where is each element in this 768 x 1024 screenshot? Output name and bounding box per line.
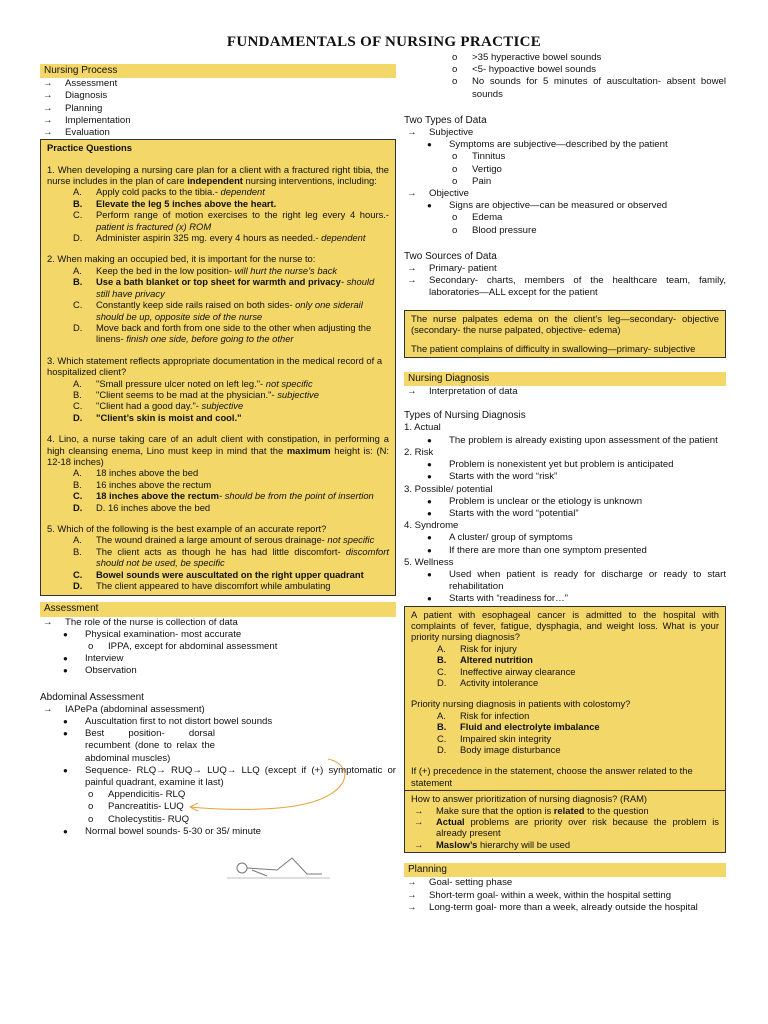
list-item: → Primary- patient (404, 263, 726, 275)
list-item: Sequence- RLQ→ RUQ→ LUQ→ LLQ (except if (+) symptomatic or painful quadrant, examine it last) (85, 764, 396, 789)
list-item: Normal bowel sounds- 5-30 or 35/ minute (85, 825, 261, 837)
list-item: Starts with the word “potential” (449, 507, 579, 519)
two-types-header: Two Types of Data (404, 114, 487, 126)
list-item: Signs are objective—can be measured or observed (449, 200, 668, 212)
list-item: 4. Syndrome (404, 520, 459, 532)
assessment-header: Assessment (40, 602, 396, 616)
list-item: The problem is already existing upon assessment of the patient (449, 434, 718, 446)
list-item: → Objective (404, 188, 726, 200)
list-item: → Implementation (40, 115, 396, 127)
question-5: 5. Which of the following is the best example of an accurate report? A. The wound drained a large amount of serous drainage- not specific B. The client acts as though he has had little discomfort- discomfort should not be used, be specific C. Bowel sounds were auscultated on the right upper quadrant D. The client appeared to have discomfort while ambulating (47, 523, 389, 592)
list-item: A cluster/ group of symptoms (449, 532, 573, 544)
list-item: Problem is unclear or the etiology is unknown (449, 495, 643, 507)
question-2: 2. When making an occupied bed, it is important for the nurse to: A. Keep the bed in the low position- will hurt the nurse’s back B. Use a bath blanket or top sheet for warmth and privacy- should still have privacy C. Constantly keep side rails raised on both sides- only one siderail should be up, opposite side of the nurse D. Move back and forth from one side to the other when adjusting the linens- finish one side, before going to the other (47, 253, 375, 345)
list-item: 3. Possible/ potential (404, 483, 493, 495)
list-item: No sounds for 5 minutes of auscultation- absent bowel sounds (472, 76, 726, 100)
list-item: 5. Wellness (404, 556, 454, 568)
list-item: Vertigo (472, 163, 502, 175)
page-title: FUNDAMENTALS OF NURSING PRACTICE (226, 34, 542, 50)
list-item: IPPA, except for abdominal assessment (108, 641, 278, 653)
list-item: → Planning (40, 103, 396, 115)
question-3: 3. Which statement reflects appropriate documentation in the medical record of a hospitalized client? A. "Small pressure ulcer noted on left leg."- not specific B. "Client seems to be mad at the physician."- subjective C. "Client had a good day."- subjective D. "Client’s skin is moist and cool." (47, 354, 383, 423)
list-item: Pancreatitis- LUQ (108, 801, 184, 813)
list-item: Short-term goal- within a week, within the hospital setting (429, 889, 672, 901)
list-item: >35 hyperactive bowel sounds (472, 52, 602, 63)
list-item: <5- hypoactive bowel sounds (472, 64, 596, 76)
list-item: Blood pressure (472, 224, 537, 236)
list-item: → IAPePa (abdominal assessment) (40, 704, 396, 716)
list-item: Appendicitis- RLQ (108, 789, 186, 801)
practice-questions-header: Practice Questions (47, 142, 132, 154)
dorsal-recumbent-figure-icon (222, 840, 332, 884)
list-item: Problem is nonexistent yet but problem is anticipated (449, 459, 674, 471)
annotation-arrow-icon (180, 755, 360, 815)
list-item: If there are more than one symptom presented (449, 544, 647, 556)
list-item: → The role of the nurse is collection of data (40, 617, 396, 629)
list-item: 1. Actual (404, 422, 441, 434)
list-item: → Goal- setting phase (404, 877, 726, 889)
list-item: Pain (472, 175, 492, 187)
types-diagnosis-header: Types of Nursing Diagnosis (404, 410, 526, 422)
list-item: Long-term goal- more than a week, already outside the hospital (429, 901, 698, 913)
two-sources-header: Two Sources of Data (404, 250, 497, 262)
list-item: Auscultation first to not distort bowel sounds (85, 716, 273, 728)
nursing-process-header: Nursing Process (40, 64, 396, 78)
left-column: Nursing Process → Assessment → Diagnosis → Planning → Implementation → Evaluation Practice Questions 1. When developing a nursing care plan for a client with a fractured right tibia, the nurse includes in the plan of care independent nursing interventions, including: A. Apply cold packs to the tibia.- dependent B. Elevate the leg 5 inches above the heart. C. Perform range of motion exercises to the right leg every 4 hours.- patient is fractured (x) ROM D. Administer aspirin 325 mg. every 4 hours as needed.- dependent 2. When making an occupied bed, it is important for the nurse to: A. Keep the bed in the low position- will hurt the nurse’s back B. Use a bath blanket or top sheet for warmth and privacy- should still have privacy C. Constantly keep side rails raised on both sides- only one siderail should be up, opposite side of the nurse D. Move back and forth from one side to the other when adjusting the linens- finish one side, before going to the other 3. Which statement reflects appropriate documentation in the medical record of a hospitalized client? A. "Small pressure ulcer noted on left leg."- not specific B. "Client seems to be mad at the physician."- subjective C. "Client had a good day."- subjective D. "Client’s skin is moist and cool." 4. Lino, a nurse taking care of an adult client with constipation, in performing a high cleansing enema, Lino must keep in mind that the maximum height is: (N: 12-18 inches) A. 18 inches above the bed B. 16 inches above the rectum C. 18 inches above the rectum- should be from the point of insertion D. D. 16 inches above the bed 5. Which of the following is the best example of an accurate report? A. The wound drained a large amount of serous drainage- not specific B. The client acts as though he has had little discomfort- discomfort should not be used, be specific C. Bowel sounds were auscultated on the right upper quadrant D. The client appeared to have discomfort while ambulating Assessment → The role of the nurse is collection of data ● Physical examination- most accurate o IPPA, except for abdominal assessment ● Interview ● Observation Abdominal Assessment → IAPePa (abdominal assessment) ● Auscultation first to not distort bowel sounds ● Best position- dorsal recumbent (done to relax the abdominal muscles) ● Sequence- RLQ→ RUQ→ LUQ→ LLQ (except if (+) symptomatic or painful quadrant, examine it last) o Appendicitis- RLQ o Pancreatitis- LUQ o Cholecystitis- RUQ ● Normal bowel sounds- 5-30 or 35/ minute (40, 64, 396, 838)
ram-box: How to answer prioritization of nursing diagnosis? (RAM) → Make sure that the option is related to the question → Actual problems are priority over risk because the problem is already present → Maslow’s hierarchy will be used (404, 791, 726, 853)
diagnosis-practice-box: A patient with esophageal cancer is admitted to the hospital with complaints of fever, fatigue, dysphagia, and weight loss. What is your priority nursing diagnosis? A. Risk for injury B. Altered nutrition C. Ineffective airway clearance D. Activity intolerance Priority nursing diagnosis in patients with colostomy? A. Risk for infection B. Fluid and electrolyte imbalance C. Impaired skin integrity D. Body image disturbance If (+) precedence in the statement, choose the answer related to the statement (404, 606, 726, 792)
list-item: → Assessment (40, 78, 396, 90)
planning-header: Planning (404, 863, 726, 877)
list-item: Physical examination- most accurate (85, 628, 242, 640)
list-item: → Evaluation (40, 127, 396, 139)
right-column: o >35 hyperactive bowel sounds o <5- hypoactive bowel sounds o No sounds for 5 minutes of auscultation- absent bowel sounds Two Types of Data → Subjective ● Symptoms are subjective—described by the patient o Tinnitus o Vertigo o Pain → Objective ● Signs are objective—can be measured or observed o Edema o Blood pressure Two Sources of Data → Primary- patient → Secondary- charts, members of the healthcare team, family, laboratories—ALL except for the patient The nurse palpates edema on the client’s leg—secondary- objective (secondary- the nurse palpated, objective- edema) The patient complains of difficulty in swallowing—primary- subjective Nursing Diagnosis → Interpretation of data Types of Nursing Diagnosis 1. Actual ● The problem is already existing upon assessment of the patient 2. Risk ● Problem is nonexistent yet but problem is anticipated ● Starts with the word “risk” 3. Possible/ potential ● Problem is unclear or the etiology is unknown ● Starts with the word “potential” 4. Syndrome ● A cluster/ group of symptoms ● If there are more than one symptom presented 5. Wellness ● Used when patient is ready for discharge or ready to start rehabilitation ● Starts with “readiness for…” A patient with esophageal cancer is admitted to the hospital with complaints of fever, fatigue, dysphagia, and weight loss. What is your priority nursing diagnosis? A. Risk for injury B. Altered nutrition C. Ineffective airway clearance D. Activity intolerance Priority nursing diagnosis in patients with colostomy? A. Risk for infection B. Fluid and electrolyte imbalance C. Impaired skin integrity D. Body image disturbance If (+) precedence in the statement, choose the answer related to the statement How to answer prioritization of nursing diagnosis? (RAM) → Make sure that the option is related to the question → Actual problems are priority over risk because the problem is already present → Maslow’s hierarchy will be used Planning → Goal- setting phase → Short-term goal- within a week, within the hospital setting → Long-term goal- more than a week, already outside the hospital (404, 52, 726, 914)
list-item: → Interpretation of data (404, 386, 726, 398)
list-item: Starts with “readiness for…” (449, 593, 568, 605)
list-item: Observation (85, 665, 137, 677)
list-item: Interview (85, 653, 124, 665)
question-4: 4. Lino, a nurse taking care of an adult client with constipation, in performing a high cleansing enema, Lino must keep in mind that the maximum height is: (N: 12-18 inches) A. 18 inches above the bed B. 16 inches above the rectum C. 18 inches above the rectum- should be from the point of insertion D. D. 16 inches above the bed (47, 433, 389, 513)
data-sources-example-box: The nurse palpates edema on the client’s leg—secondary- objective (secondary- the nurse palpated, objective- edema) The patient complains of difficulty in swallowing—primary- subjective (404, 310, 726, 358)
abdominal-assessment-header: Abdominal Assessment (40, 691, 144, 703)
list-item: Edema (472, 212, 503, 224)
list-item: 2. Risk (404, 446, 434, 458)
question-1: 1. When developing a nursing care plan for a client with a fractured right tibia, the nurse includes in the plan of care independent nursing interventions, including: A. Apply cold packs to the tibia.- dependent B. Elevate the leg 5 inches above the heart. C. Perform range of motion exercises to the right leg every 4 hours.- patient is fractured (x) ROM D. Administer aspirin 325 mg. every 4 hours as needed.- dependent (47, 163, 389, 244)
list-item: Best position- dorsal recumbent (done to relax the abdominal muscles) (85, 728, 215, 764)
list-item: Used when patient is ready for discharge or ready to start rehabilitation (449, 568, 726, 593)
nursing-diagnosis-header: Nursing Diagnosis (404, 372, 726, 386)
list-item: → Diagnosis (40, 90, 396, 102)
list-item: Symptoms are subjective—described by the patient (449, 139, 668, 151)
list-item: Starts with the word “risk” (449, 471, 558, 483)
list-item: Cholecystitis- RUQ (108, 813, 190, 825)
practice-questions-box (40, 139, 396, 596)
list-item: Secondary- charts, members of the healthcare team, family, laboratories—ALL except for the patient (429, 275, 726, 299)
list-item: → Subjective (404, 127, 726, 139)
list-item: Tinnitus (472, 151, 506, 163)
